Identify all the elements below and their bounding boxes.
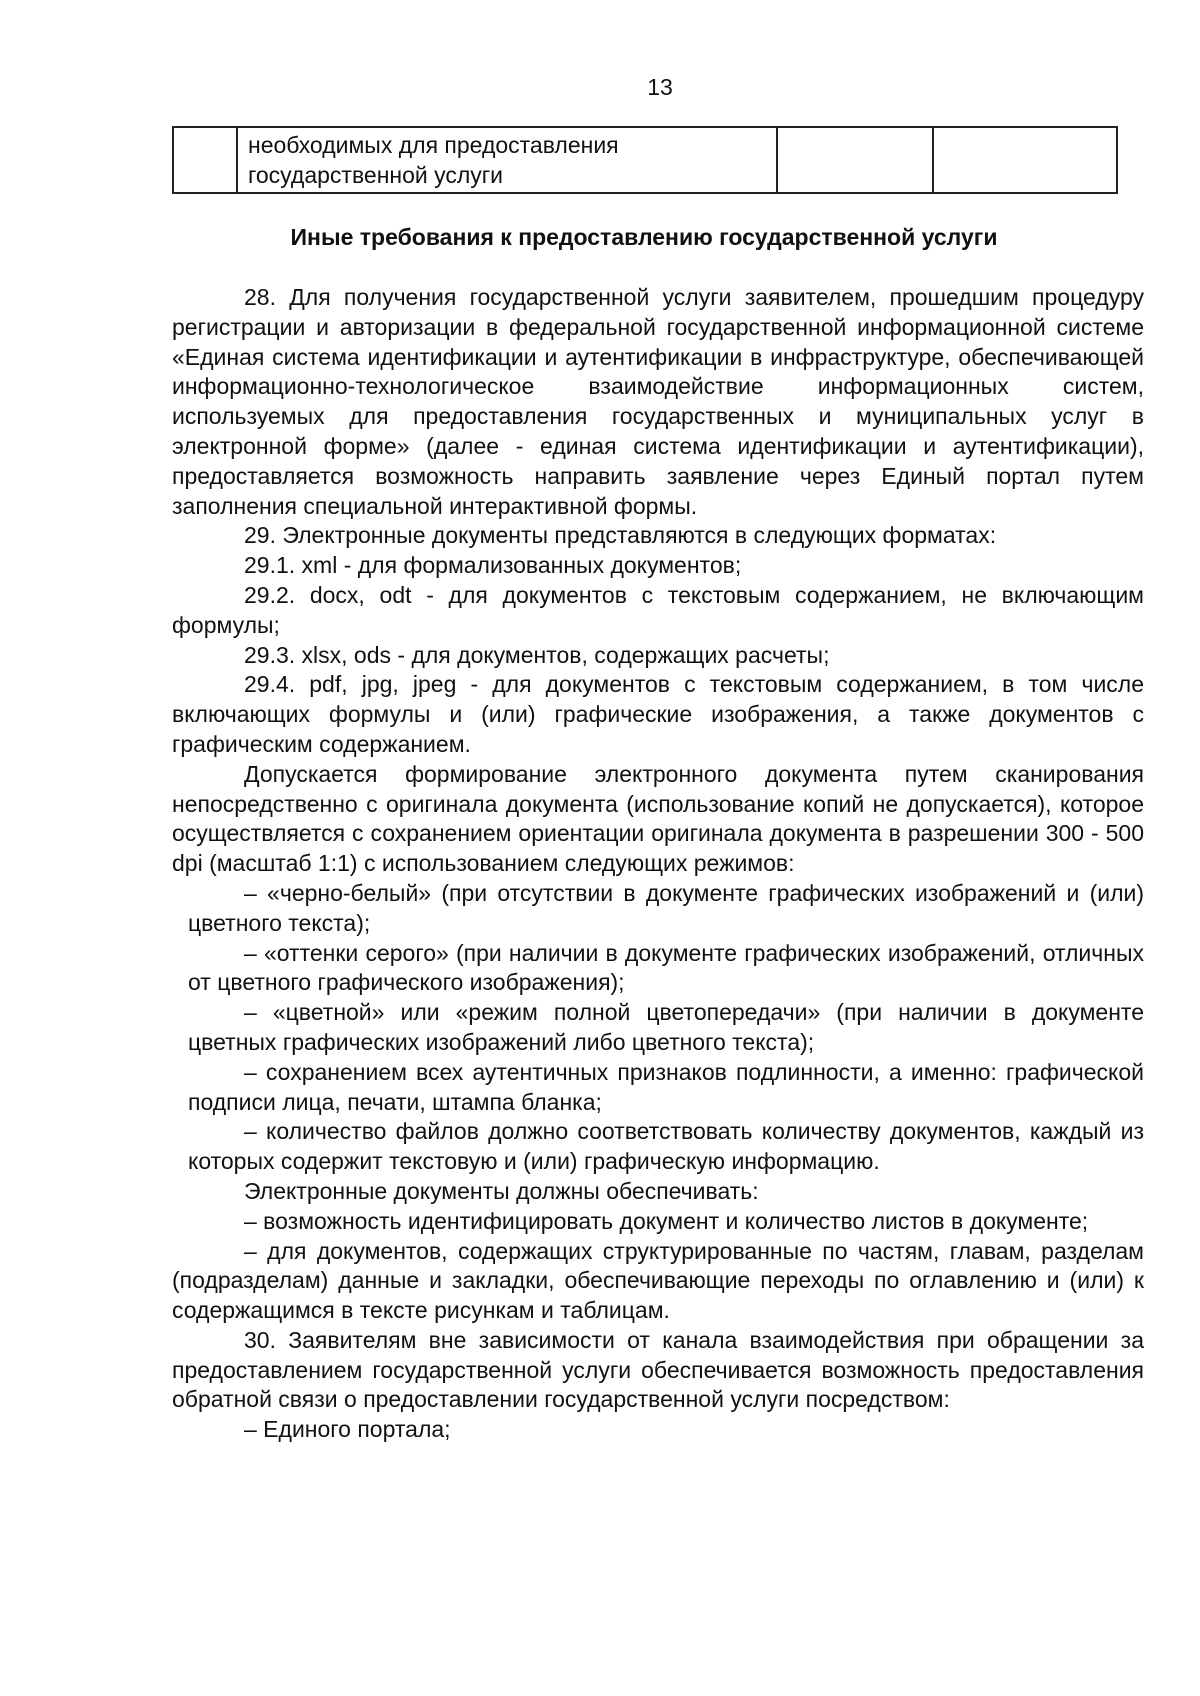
paragraph-requirements: Электронные документы должны обеспечивать:	[244, 1177, 759, 1204]
list-item: – для документов, содержащих структурированные по частям, главам, разделам (подразделам) данные и закладки, обеспечивающие переходы по оглавлению и (или) к содержащимся в тексте рисункам и таблицам.	[172, 1237, 1144, 1324]
paragraph-28: 28. Для получения государственной услуги заявителем, прошедшим процедуру регистрации и авторизации в федеральной государственной информационной системе «Единая система идентификации и аутентификации в инфраструктуре, обеспечивающей информационно-технологическое взаимодействие информационных систем, используемых для предоставления государственных и муниципальных услуг в электронной форме» (далее - единая система идентификации и аутентификации), предоставляется возможность направить заявление через Единый портал путем заполнения специальной интерактивной формы.	[172, 284, 1144, 519]
paragraph-29-3: 29.3. xlsx, ods - для документов, содержащих расчеты;	[244, 641, 830, 668]
list-item: – Единого портала;	[244, 1416, 451, 1443]
paragraph-30: 30. Заявителям вне зависимости от канала взаимодействия при обращении за предоставлением государственной услуги обеспечивается возможность предоставления обратной связи о предоставлении государственной услуги посредством:	[172, 1326, 1144, 1413]
table-row	[173, 127, 1117, 193]
table-cell-empty	[933, 127, 1117, 193]
list-item: – «черно-белый» (при отсутствии в документе графических изображений и (или) цветного текста);	[188, 879, 1144, 936]
paragraph-29-2: 29.2. docx, odt - для документов с текстовым содержанием, не включающим формулы;	[172, 581, 1144, 638]
list-item: – сохранением всех аутентичных признаков подлинности, а именно: графической подписи лица, печати, штампа бланка;	[188, 1058, 1144, 1115]
paragraph-29: 29. Электронные документы представляются в следующих форматах:	[244, 522, 997, 549]
body-text	[172, 283, 1144, 1445]
list-item: – возможность идентифицировать документ и количество листов в документе;	[244, 1207, 1089, 1234]
list-item: – «цветной» или «режим полной цветопередачи» (при наличии в документе цветных графических изображений либо цветного текста);	[188, 999, 1144, 1055]
table-cell-number	[173, 127, 237, 193]
paragraph-29-1: 29.1. xml - для формализованных документов;	[244, 552, 742, 579]
page-number: 13	[647, 74, 673, 100]
paragraph-29-4: 29.4. pdf, jpg, jpeg - для документов с текстовым содержанием, в том числе включающих формулы и (или) графические изображения, а также документов с графическим содержанием.	[172, 671, 1144, 757]
paragraph-scanning: Допускается формирование электронного документа путем сканирования непосредственно с оригинала документа (использование копий не допускается), которое осуществляется с сохранением ориентации оригинала документа в разрешении 300 - 500 dpi (масштаб 1:1) с использованием следующих режимов:	[172, 760, 1144, 877]
table-cell-text: необходимых для предоставления государственной услуги	[237, 127, 777, 193]
table-cell-empty	[777, 127, 933, 193]
list-item: – «оттенки серого» (при наличии в документе графических изображений, отличных от цветного графического изображения);	[188, 939, 1144, 996]
list-item: – количество файлов должно соответствовать количеству документов, каждый из которых содержит текстовую и (или) графическую информацию.	[188, 1118, 1144, 1175]
section-heading: Иные требования к предоставлению государственной услуги	[290, 224, 998, 250]
continued-table	[172, 126, 1118, 194]
